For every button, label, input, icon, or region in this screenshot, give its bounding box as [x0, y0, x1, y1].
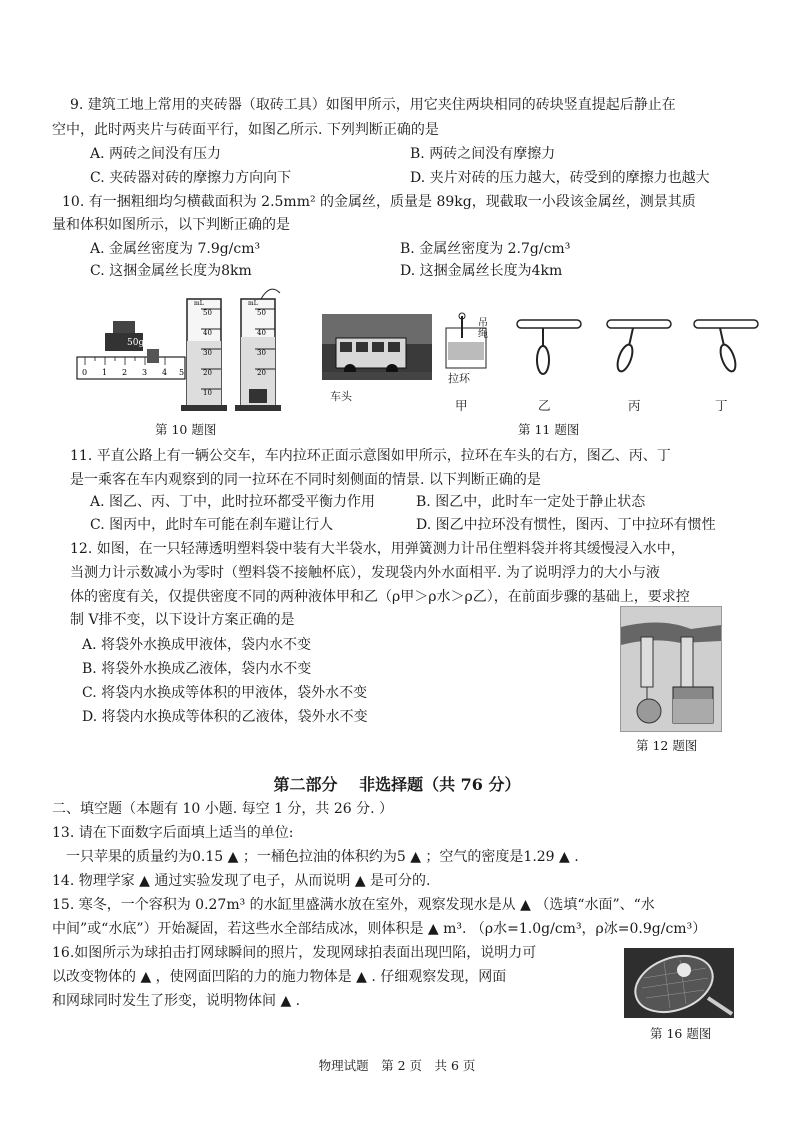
bus-front-label: 车头 — [330, 390, 352, 403]
q12-line1: 12. 如图，在一只轻薄透明塑料袋中装有大半袋水，用弹簧测力计吊住塑料袋并将其缓慢浸入水中， — [70, 541, 685, 557]
tennis-racket-photo — [624, 948, 734, 1018]
q11-line1: 11. 平直公路上有一辆公交车，车内拉环正面示意图如甲所示，拉环在车头的右方，图乙、丙、丁 — [70, 448, 671, 464]
q12-line2: 当测力计示数减小为零时（塑料袋不接触杯底），发现袋内外水面相平. 为了说明浮力的大小与液 — [70, 565, 660, 581]
q11-option-c: C. 图丙中，此时车可能在刹车避让行人 — [90, 517, 334, 533]
ring-side-view-bing — [605, 318, 675, 382]
ring-side-view-ding — [692, 318, 762, 382]
q9-option-c: C. 夹砖器对砖的摩擦力方向向下 — [90, 170, 292, 186]
fig11-label-ding: 丁 — [715, 398, 728, 413]
ruler-tick-labels: 0 1 2 3 4 5 — [82, 368, 185, 377]
q14-line1: 14. 物理学家 ▲ 通过实验发现了电子，从而说明 ▲ 是可分的. — [52, 873, 431, 889]
fig11-label-jia: 甲 — [455, 398, 468, 413]
q11-option-a: A. 图乙、丙、丁中，此时拉环都受平衡力作用 — [90, 494, 376, 510]
svg-text:mL: mL — [194, 300, 204, 307]
svg-text:40: 40 — [257, 329, 266, 337]
fig11-label-bing: 丙 — [628, 398, 641, 413]
q12-option-a: A. 将袋外水换成甲液体，袋内水不变 — [82, 637, 312, 653]
q9-option-d: D. 夹片对砖的压力越大，砖受到的摩擦力也越大 — [410, 170, 710, 186]
svg-text:30: 30 — [257, 349, 266, 357]
bus-photo — [322, 314, 432, 380]
q13-line2: 一只苹果的质量约为0.15 ▲ ；一桶色拉油的体积约为5 ▲ ；空气的密度是1.29 ▲ . — [66, 849, 579, 865]
svg-text:mL: mL — [248, 300, 258, 307]
svg-text:30: 30 — [203, 349, 212, 357]
q15-line2: 中间”或“水底”）开始凝固，若这些水全部结成冰，则体积是 ▲ m³. （ρ水=1.0g/cm³，ρ冰=0.9g/cm³） — [52, 921, 707, 937]
cylinder-empty — [181, 299, 227, 411]
q12-option-d: D. 将袋内水换成等体积的乙液体，袋外水不变 — [82, 709, 368, 725]
cylinder-with-sample — [235, 289, 281, 411]
q12-option-b: B. 将袋外水换成乙液体，袋内水不变 — [82, 661, 312, 677]
svg-text:10: 10 — [203, 389, 212, 397]
q13-line1: 13. 请在下面数字后面填上适当的单位: — [52, 825, 294, 841]
q11-option-d: D. 图乙中拉环没有惯性，图丙、丁中拉环有惯性 — [416, 517, 716, 533]
wire-sample — [147, 349, 159, 363]
svg-text:20: 20 — [203, 369, 212, 377]
ring-side-view-yi — [515, 318, 585, 382]
q9-line1: 9. 建筑工地上常用的夹砖器（取砖工具）如图甲所示，用它夹住两块相同的砖块竖直提起后静止在 — [70, 97, 676, 113]
q10-option-d: D. 这捆金属丝长度为4km — [400, 263, 563, 279]
q12-option-c: C. 将袋内水换成等体积的甲液体，袋外水不变 — [82, 685, 368, 701]
spring-scale-photo — [620, 606, 722, 732]
part2-title: 第二部分 非选择题（共 76 分） — [273, 775, 521, 794]
q16-line2: 以改变物体的 ▲ ，使网面凹陷的力的施力物体是 ▲ . 仔细观察发现，网面 — [52, 969, 507, 985]
fig10-caption: 第 10 题图 — [155, 422, 217, 437]
q16-line3: 和网球同时发生了形变，说明物体间 ▲ . — [52, 993, 301, 1009]
svg-text:50: 50 — [257, 309, 266, 317]
q9-option-b: B. 两砖之间没有摩擦力 — [410, 146, 556, 162]
fig11-label-yi: 乙 — [538, 398, 551, 413]
q11-line2: 是一乘客在车内观察到的同一拉环在不同时刻侧面的情景. 以下判断正确的是 — [70, 472, 541, 488]
q9-line2: 空中，此时两夹片与砖面平行，如图乙所示. 下列判断正确的是 — [52, 122, 439, 138]
q9-option-a: A. 两砖之间没有压力 — [90, 146, 222, 162]
q10-option-a: A. 金属丝密度为 7.9g/cm³ — [90, 241, 261, 257]
q12-line3: 体的密度有关，仅提供密度不同的两种液体甲和乙（ρ甲＞ρ水＞ρ乙），在前面步骤的基础上，要求控 — [70, 589, 690, 605]
page-footer: 物理试题 第 2 页 共 6 页 — [318, 1058, 476, 1073]
q16-line1: 16.如图所示为球拍击打网球瞬间的照片，发现网球拍表面出现凹陷，说明力可 — [52, 945, 537, 961]
q10-option-b: B. 金属丝密度为 2.7g/cm³ — [400, 241, 571, 257]
fig10-illustration — [75, 285, 285, 415]
q12-line4: 制 V排不变，以下设计方案正确的是 — [70, 612, 295, 628]
fig11-caption: 第 11 题图 — [518, 422, 580, 437]
svg-text:40: 40 — [203, 329, 212, 337]
svg-text:20: 20 — [257, 369, 266, 377]
q10-line2: 量和体积如图所示，以下判断正确的是 — [52, 217, 290, 233]
rope-label: 吊绳 — [478, 318, 488, 340]
part2-intro: 二、填空题（本题有 10 小题. 每空 1 分，共 26 分. ） — [52, 801, 394, 817]
q10-option-c: C. 这捆金属丝长度为8km — [90, 263, 252, 279]
svg-text:50: 50 — [203, 309, 212, 317]
q15-line1: 15. 寒冬，一个容积为 0.27m³ 的水缸里盛满水放在室外，观察发现水是从 ▲ （选填“水面”、“水 — [52, 897, 655, 913]
q10-line1: 10. 有一捆粗细均匀横截面积为 2.5mm² 的金属丝，质量是 89kg，现截取一小段该金属丝，测景其质 — [62, 194, 696, 210]
ring-label: 拉环 — [448, 372, 470, 385]
q11-option-b: B. 图乙中，此时车一定处于静止状态 — [416, 494, 646, 510]
fig12-caption: 第 12 题图 — [636, 738, 698, 753]
weight-label: 50g — [127, 338, 145, 348]
fig16-caption: 第 16 题图 — [650, 1026, 712, 1041]
